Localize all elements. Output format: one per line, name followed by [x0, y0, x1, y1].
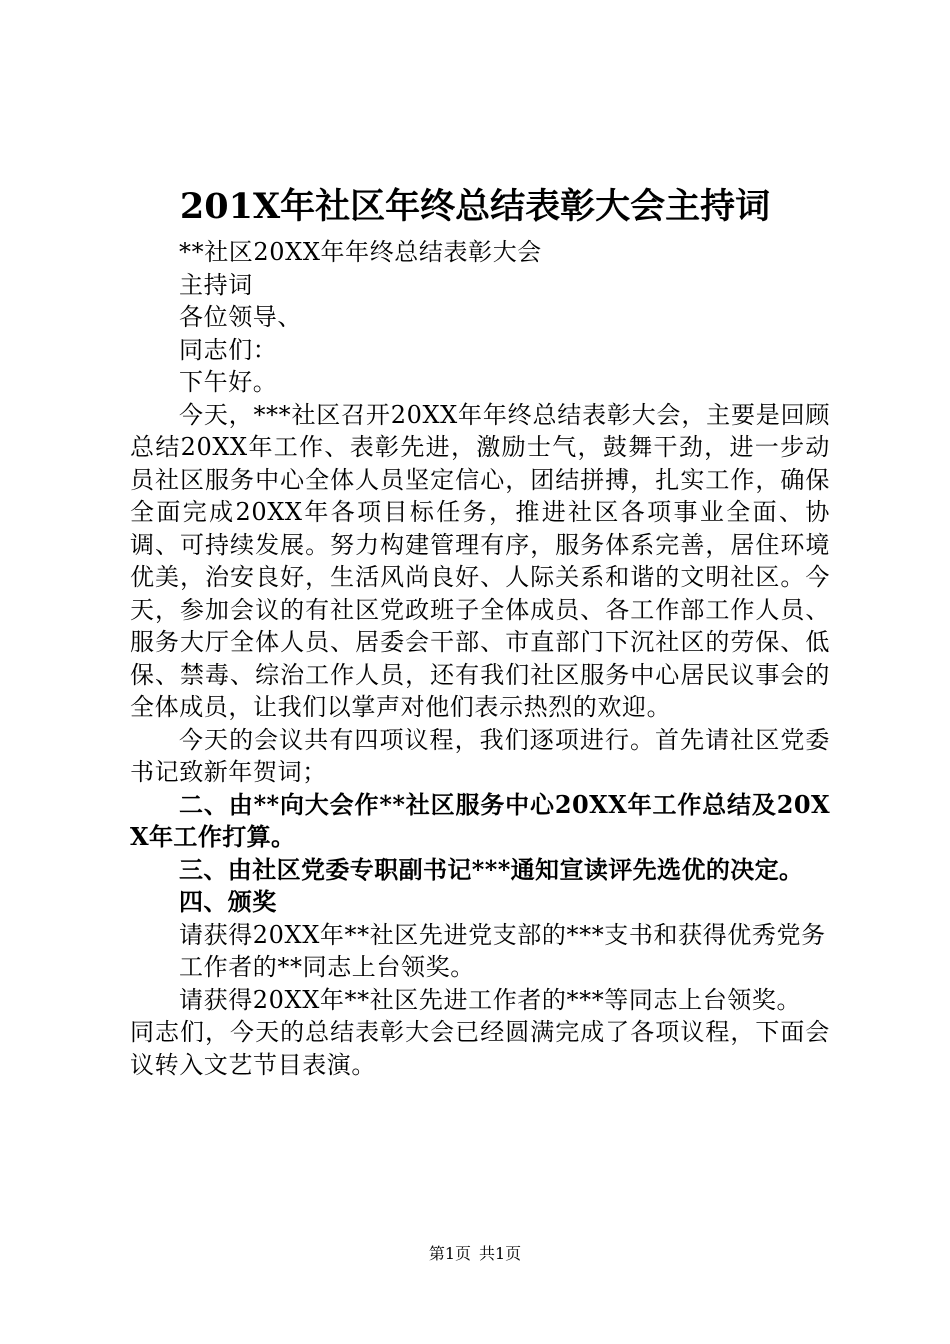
paragraph-award-party-workers: 工作者的**同志上台领奖。 [179, 953, 475, 981]
document-title: 201X年社区年终总结表彰大会主持词 [179, 186, 771, 227]
paragraph-event-name: **社区20XX年年终总结表彰大会 [179, 238, 542, 266]
paragraph-agenda-item-2: 二、由**向大会作**社区服务中心20XX年工作总结及20XX年工作打算。 [130, 789, 830, 851]
document-body [130, 236, 830, 1081]
paragraph-award-party-branch: 请获得20XX年**社区先进党支部的***支书和获得优秀党务 [179, 920, 826, 949]
paragraph-subtitle: 主持词 [179, 270, 253, 299]
page-total: 共1页 [479, 1244, 522, 1263]
paragraph-good-afternoon: 下午好。 [179, 368, 278, 396]
paragraph-closing: 同志们，今天的总结表彰大会已经圆满完成了各项议程，下面会议转入文艺节目表演。 [130, 1018, 830, 1079]
paragraph-agenda: 今天的会议共有四项议程，我们逐项进行。首先请社区党委书记致新年贺词； [130, 725, 830, 786]
paragraph-introduction: 今天，***社区召开20XX年年终总结表彰大会，主要是回顾总结20XX年工作、表彰先进，激励士气，鼓舞干劲，进一步动员社区服务中心全体人员坚定信心，团结拼搏，扎实工作，确保全面完成20XX年各项目标任务，推进社区各项事业全面、协调、可持续发展。努力构建管理有序，服务体系完善，居住环境优美，治安良好，生活风尚良好、人际关系和谐的文明社区。今天，参加会议的有社区党政班子全体成员、各工作部工作人员、服务大厅全体人员、居委会干部、市直部门下沉社区的劳保、低保、禁毒、综治工作人员，还有我们社区服务中心居民议事会的全体成员，让我们以掌声对他们表示热烈的欢迎。 [130, 400, 830, 721]
paragraph-agenda-item-4: 四、颁奖 [179, 887, 277, 916]
page-number: 第1页 [428, 1244, 471, 1263]
paragraph-award-advanced-workers: 请获得20XX年**社区先进工作者的***等同志上台领奖。 [179, 985, 802, 1014]
page-footer [0, 1243, 950, 1265]
paragraph-greeting-comrades: 同志们： [179, 335, 278, 364]
paragraph-agenda-item-3: 三、由社区党委专职副书记***通知宣读评先选优的决定。 [179, 854, 804, 884]
paragraph-greeting-leaders: 各位领导、 [179, 303, 302, 331]
